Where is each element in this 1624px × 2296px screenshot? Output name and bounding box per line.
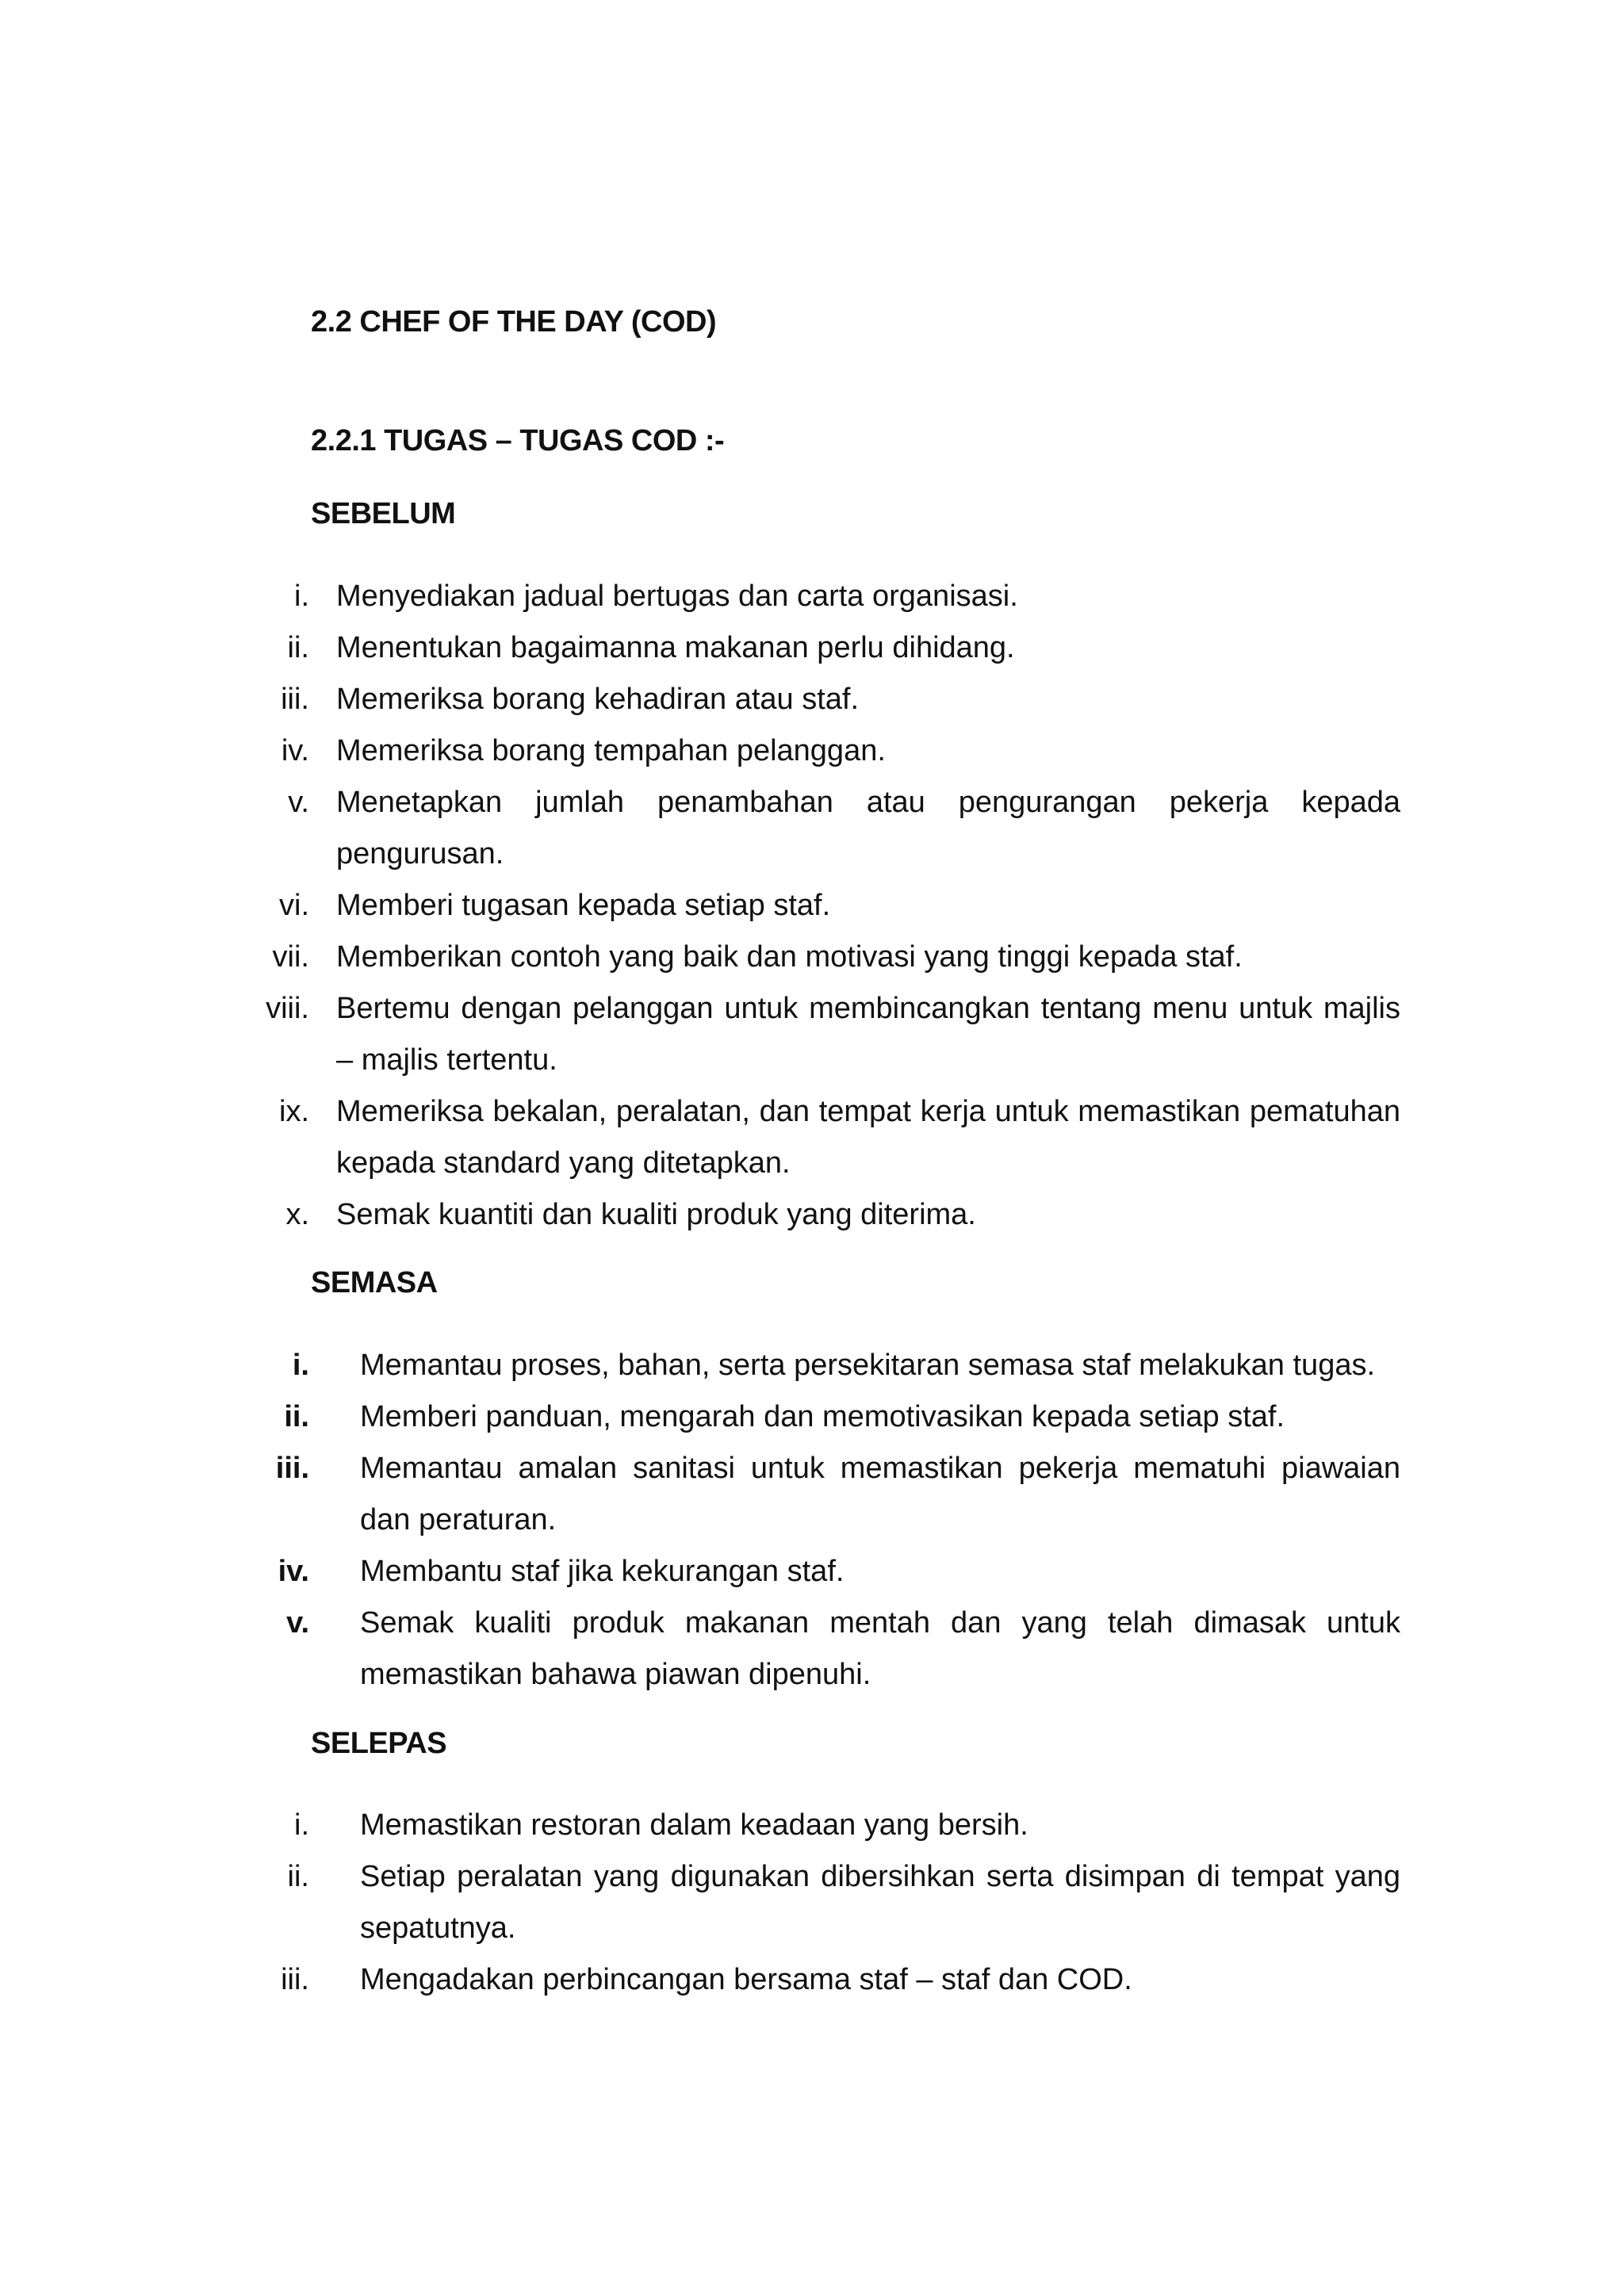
item-text: Menyediakan jadual bertugas dan carta organisasi.: [336, 580, 1018, 613]
item-text: Mengadakan perbincangan bersama staf – staf dan COD.: [360, 1963, 1132, 1996]
item-number: ii.: [284, 1400, 309, 1433]
item-text: Menetapkan jumlah penambahan atau pengurangan pekerja kepada pengurusan.: [336, 786, 1400, 871]
item-number: vii.: [272, 940, 309, 974]
item-text: Membantu staf jika kekurangan staf.: [360, 1555, 845, 1588]
item-number: iv.: [281, 734, 309, 767]
semasa-heading: SEMASA: [311, 1266, 438, 1299]
section-title: 2.2 CHEF OF THE DAY (COD): [311, 305, 717, 339]
item-number: ii.: [287, 1860, 309, 1893]
item-text: Memeriksa borang kehadiran atau staf.: [336, 683, 860, 716]
item-text: Memantau proses, bahan, serta persekitaran semasa staf melakukan tugas.: [360, 1349, 1376, 1382]
item-number: ix.: [279, 1095, 309, 1128]
item-number: iii.: [281, 1963, 309, 1996]
subsection-title: 2.2.1 TUGAS – TUGAS COD :-: [311, 424, 725, 457]
item-text: Memastikan restoran dalam keadaan yang bersih.: [360, 1808, 1028, 1842]
item-text: Semak kuantiti dan kualiti produk yang diterima.: [336, 1198, 976, 1231]
item-number: iii.: [275, 1452, 309, 1485]
item-text: Memberi panduan, mengarah dan memotivasikan kepada setiap staf.: [360, 1400, 1285, 1433]
item-number: v.: [288, 786, 309, 819]
item-number: iv.: [278, 1555, 309, 1588]
item-text: Semak kualiti produk makanan mentah dan yang telah dimasak untuk memastikan bahawa piawan dipenuhi.: [360, 1606, 1400, 1691]
item-number: x.: [285, 1198, 309, 1231]
item-number: viii.: [266, 992, 309, 1025]
item-number: v.: [286, 1606, 309, 1640]
item-number: iii.: [281, 683, 309, 716]
item-text: Memeriksa borang tempahan pelanggan.: [336, 734, 886, 767]
item-text: Memantau amalan sanitasi untuk memastikan pekerja mematuhi piawaian dan peraturan.: [360, 1452, 1400, 1536]
item-number: i.: [294, 1808, 309, 1842]
item-number: i.: [294, 580, 309, 613]
item-number: vi.: [279, 889, 309, 922]
sebelum-heading: SEBELUM: [311, 497, 456, 530]
item-number: i.: [292, 1349, 309, 1382]
item-text: Memberikan contoh yang baik dan motivasi yang tinggi kepada staf.: [336, 940, 1243, 974]
item-text: Menentukan bagaimanna makanan perlu dihidang.: [336, 631, 1015, 664]
item-text: Memeriksa bekalan, peralatan, dan tempat kerja untuk memastikan pematuhan kepada standard yang ditetapkan.: [336, 1095, 1400, 1180]
item-number: ii.: [287, 631, 309, 664]
item-text: Setiap peralatan yang digunakan dibersihkan serta disimpan di tempat yang sepatutnya.: [360, 1860, 1400, 1945]
selepas-heading: SELEPAS: [311, 1727, 447, 1760]
item-text: Memberi tugasan kepada setiap staf.: [336, 889, 831, 922]
item-text: Bertemu dengan pelanggan untuk membincangkan tentang menu untuk majlis – majlis tertentu.: [336, 992, 1400, 1077]
